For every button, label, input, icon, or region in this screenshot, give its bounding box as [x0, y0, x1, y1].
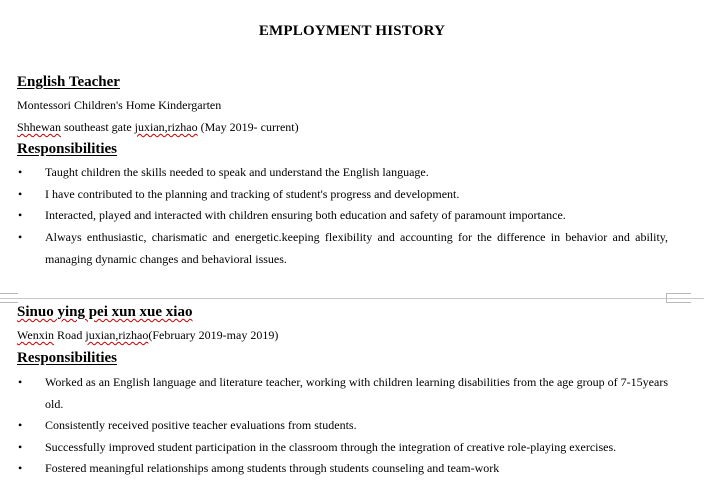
list-item: I have contributed to the planning and tracking of student's progress and development. — [45, 187, 460, 201]
section-title: EMPLOYMENT HISTORY — [258, 23, 446, 39]
list-item: Interacted, played and interacted with children ensuring both education and safety of paramount importance. — [45, 208, 566, 222]
list-item: Worked as an English language and literature teacher, working with children learning disabilities from the age group of 7-15years old. — [45, 375, 668, 411]
bullet-icon: • — [18, 461, 23, 475]
date-range-1: (May 2019- current) — [197, 120, 299, 134]
address-word: juxian,rizhao — [134, 120, 198, 134]
list-item: Taught children the skills needed to speak and understand the English language. — [45, 165, 429, 179]
margin-marker — [666, 293, 691, 303]
job-title-1: English Teacher — [17, 74, 120, 90]
address-word: Road — [54, 328, 86, 342]
bullet-icon: • — [18, 208, 23, 222]
address-line-2 — [17, 328, 278, 343]
bullet-icon: • — [18, 440, 23, 454]
address-word: southeast gate — [61, 120, 135, 134]
date-range-2: (February 2019-may 2019) — [148, 328, 279, 342]
list-item: Consistently received positive teacher evaluations from students. — [45, 418, 357, 432]
list-item: Always enthusiastic, charismatic and energetic.keeping flexibility and accounting for the difference in behavior and ability, managing dynamic changes and behavioral issues. — [45, 230, 668, 266]
margin-marker — [0, 293, 18, 303]
organization-1: Montessori Children's Home Kindergarten — [17, 98, 222, 112]
address-word: Shhewan — [17, 120, 61, 134]
responsibilities-heading-1: Responsibilities — [17, 141, 118, 157]
page-break — [0, 298, 704, 299]
bullet-icon: • — [18, 375, 23, 389]
list-item: Fostered meaningful relationships among students through students counseling and team-work — [45, 461, 500, 475]
bullet-icon: • — [18, 187, 23, 201]
responsibilities-heading-2: Responsibilities — [17, 350, 118, 366]
address-line-1 — [17, 120, 299, 135]
address-word: Wenxin — [17, 328, 55, 342]
bullet-icon: • — [18, 230, 23, 244]
address-word: juxian,rizhao — [85, 328, 149, 342]
job-title-2: Sinuo ying pei xun xue xiao — [17, 304, 193, 320]
bullet-icon: • — [18, 165, 23, 179]
list-item: Successfully improved student participation in the classroom through the integration of creative role-playing exercises. — [45, 440, 617, 454]
bullet-icon: • — [18, 418, 23, 432]
